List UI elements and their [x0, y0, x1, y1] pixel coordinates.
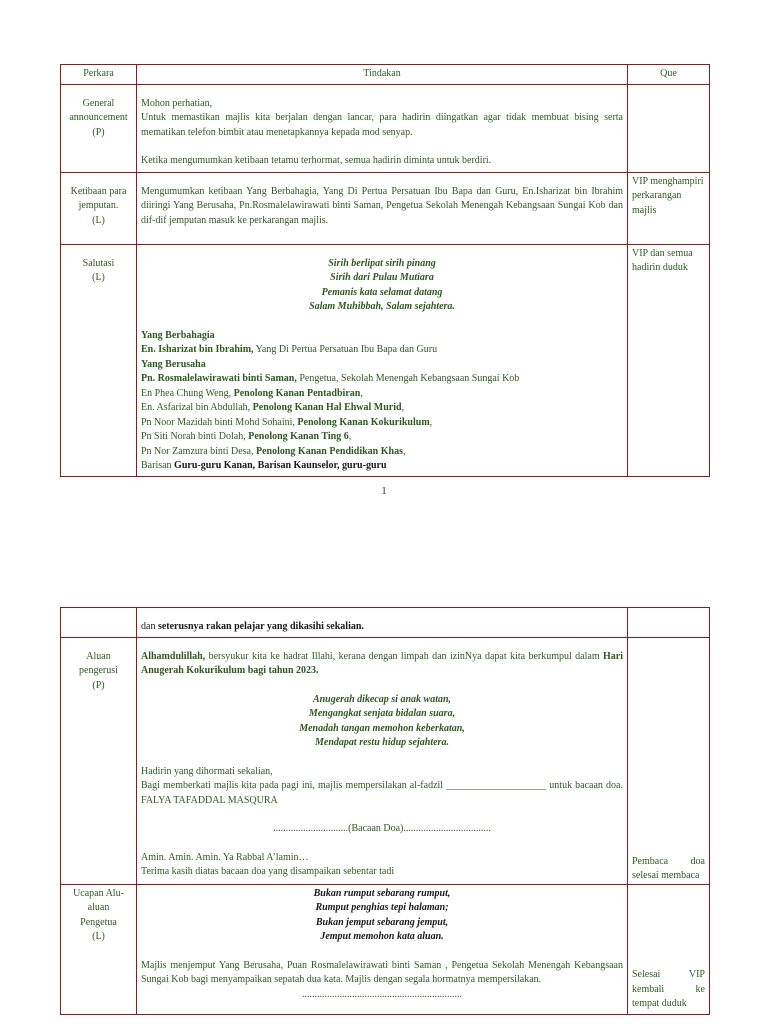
- salutation-line: [141, 343, 623, 358]
- perkara-line: (L): [92, 272, 105, 283]
- text-bold: seterusnya rakan pelajar yang dikasihi sekalian.: [157, 621, 364, 632]
- poem: [141, 887, 623, 945]
- cell-perkara-general: [61, 84, 137, 172]
- cell-que-general: [628, 84, 710, 172]
- punct: ,: [348, 431, 352, 442]
- cell-perkara-ketibaan: [61, 172, 137, 244]
- name-text: Pn Siti Norah binti Dolah,: [141, 431, 249, 442]
- perkara-line: (P): [92, 126, 105, 138]
- poem-line: Sirih dari Pulau Mutiara: [330, 272, 434, 283]
- perkara-line: aluan: [87, 902, 110, 913]
- text-bold: Alhamdulillah,: [141, 650, 206, 662]
- row-aluan-pengerusi: [61, 637, 710, 884]
- cell-tindakan-general: [137, 84, 628, 172]
- spacer: [141, 679, 623, 693]
- title-bold: Penolong Kanan Kokurikulum: [297, 416, 430, 428]
- text-line: Amin. Amin. Amin. Ya Rabbal A’lamin…: [141, 851, 309, 863]
- salutation-line: [141, 387, 623, 402]
- punct: ,: [401, 402, 405, 413]
- text-paragraph: [141, 650, 623, 679]
- salutation-line: [141, 445, 623, 460]
- spacer: [141, 315, 623, 329]
- poem-line: Menadah tangan memohon keberkatan,: [299, 722, 465, 734]
- perkara-line: General: [82, 97, 115, 109]
- spacer: [141, 751, 623, 765]
- title-bold: Guru-guru Kanan, Barisan Kaunselor, guru-guru: [174, 460, 387, 471]
- name-text: Pn Nor Zamzura binti Desa,: [141, 445, 256, 457]
- text-paragraph: Untuk memastikan majlis kita berjalan dengan lancar, para hadirin diingatkan agar tidak membuat bising serta mematikan telefon bimbit atau menetapkannya kepada mod senyap.: [141, 112, 623, 138]
- spacer: [141, 140, 623, 154]
- cell-perkara-salutasi: [61, 244, 137, 476]
- salutation-line: [141, 372, 623, 387]
- salutation-line: Yang Berbahagia: [141, 329, 215, 341]
- perkara-line: Ketibaan para: [70, 185, 127, 197]
- name-text: En Phea Chung Weng,: [141, 387, 234, 399]
- cell-tindakan-ucapan: [137, 884, 628, 1014]
- poem-line: Bukan rumput sebarang rumput,: [313, 887, 451, 899]
- schedule-table-page1: [60, 64, 710, 477]
- perkara-line: announcement: [69, 112, 128, 123]
- text-paragraph: Bagi memberkati majlis kita pada pagi ini, majlis mempersilakan al-fadzil ____________________ untuk bacaan doa. FALYA TAFADDAL MASQURA: [141, 780, 623, 806]
- poem: [141, 693, 623, 751]
- poem: [141, 257, 623, 315]
- cell-que-salutasi: VIP dan semua hadirin duduk: [628, 244, 710, 476]
- title-bold: Penolong Kanan Pentadbiran: [233, 387, 361, 399]
- cell-que-ucapan: Selesai VIP kembali ke tempat duduk: [628, 884, 710, 1014]
- poem-line: Bukan jemput sebarang jemput,: [315, 916, 449, 928]
- perkara-line: (L): [92, 214, 105, 226]
- cell-que-continuation: [628, 608, 710, 638]
- spacer: [141, 808, 623, 822]
- text-line: Terima kasih diatas bacaan doa yang disampaikan sebentar tadi: [141, 866, 395, 877]
- row-continuation: [61, 608, 710, 638]
- text-line: Hadirin yang dihormati sekalian,: [141, 765, 273, 777]
- header-tindakan: Tindakan: [137, 65, 628, 85]
- poem-line: Anugerah dikecap si anak watan,: [312, 693, 452, 705]
- poem-line: Sirih berlipat sirih pinang: [328, 257, 436, 269]
- poem-line: Mendapat restu hidup sejahtera.: [315, 737, 449, 748]
- name-text: Barisan: [141, 460, 175, 471]
- cell-tindakan-continuation: [137, 608, 628, 638]
- title-bold: Penolong Kanan Pendidikan Khas: [255, 445, 403, 457]
- poem-line: Mengangkat senjata bidalan suara,: [308, 708, 456, 719]
- cell-perkara-aluan: [61, 637, 137, 884]
- table-header-row: [61, 65, 710, 85]
- perkara-line: Pengetua: [80, 916, 117, 928]
- salutation-line: [141, 459, 623, 474]
- title-text: Pengetua, Sekolah Menengah Kebangsaan Sungai Kob: [296, 373, 520, 384]
- punct: ,: [429, 416, 433, 428]
- cell-que-ketibaan: VIP menghampiri perkarangan majlis: [628, 172, 710, 244]
- text-paragraph: Majlis menjemput Yang Berusaha, Puan Rosmalelawirawati binti Saman , Pengetua Sekolah Menengah Kebangsaan Sungai Kob bagi menyampaikan sepatah dua kata. Majlis dengan segala hormatnya mempersilakan.: [141, 959, 623, 985]
- perkara-line: Aluan: [86, 650, 111, 662]
- spacer: [141, 837, 623, 851]
- header-perkara: Perkara: [61, 65, 137, 85]
- title-bold: Penolong Kanan Ting 6: [248, 431, 349, 442]
- poem-line: Jemput memohon kata aluan.: [320, 931, 444, 942]
- cell-que-aluan: Pembaca doa selesai membaca: [628, 637, 710, 884]
- salutation-line: [141, 430, 623, 445]
- dotted-line: ................................................................: [302, 988, 462, 1000]
- cell-perkara-continuation: [61, 608, 137, 638]
- cell-tindakan-aluan: [137, 637, 628, 884]
- row-ketibaan: [61, 172, 710, 244]
- salutation-line: [141, 416, 623, 431]
- row-salutasi: [61, 244, 710, 476]
- cell-tindakan-salutasi: [137, 244, 628, 476]
- poem-line: Salam Muhibbah, Salam sejahtera.: [309, 301, 455, 312]
- name-text: En. Asfarizal bin Abdullah,: [141, 402, 253, 413]
- punct: ,: [360, 387, 363, 399]
- row-general-announcement: [61, 84, 710, 172]
- poem-line: Rumput penghias tepi halaman;: [315, 902, 449, 913]
- name-bold: Pn. Rosmalelawirawati binti Saman,: [141, 373, 297, 384]
- perkara-line: (L): [92, 931, 105, 942]
- text-bold: Hari Anugerah Kokurikulum bagi tahun 2023.: [141, 650, 623, 676]
- text-line: Mohon perhatian,: [141, 97, 213, 109]
- row-ucapan-aluan: [61, 884, 710, 1014]
- cell-tindakan-ketibaan: Mengumumkan ketibaan Yang Berbahagia, Yang Di Pertua Persatuan Ibu Bapa dan Guru, En.Isharizat bin Ibrahim diiringi Yang Berusaha, Pn.Rosmalelawirawati binti Saman, Pengetua Sekolah Menengah Kebangsaan Sungai Kob dan dif-dif jemputan masuk ke perkarangan majlis.: [137, 172, 628, 244]
- punct: ,: [402, 445, 406, 457]
- title-text: Yang Di Pertua Persatuan Ibu Bapa dan Guru: [253, 344, 438, 355]
- perkara-line: Ucapan Alu-: [73, 887, 124, 899]
- name-text: Pn Noor Mazidah binti Mohd Sohaini,: [141, 416, 298, 428]
- perkara-line: pengerusi: [79, 665, 118, 676]
- perkara-line: (P): [92, 679, 105, 691]
- salutation-line: Yang Berusaha: [141, 358, 206, 370]
- perkara-line: jemputan.: [78, 200, 119, 211]
- text-span: bersyukur kita ke hadrat Illahi, kerana dengan limpah dan izinNya dapat kita berkumpul dalam: [205, 650, 603, 662]
- bacaan-doa-line: ..............................(Bacaan Doa)...................................: [273, 823, 491, 834]
- text-line: Ketika mengumumkan ketibaan tetamu terhormat, semua hadirin diminta untuk berdiri.: [141, 155, 492, 166]
- cell-perkara-ucapan: [61, 884, 137, 1014]
- schedule-table-page2: [60, 607, 710, 1015]
- spacer: [141, 945, 623, 959]
- text-span: dan: [141, 621, 158, 632]
- page-number: 1: [381, 486, 387, 497]
- salutation-line: [141, 401, 623, 416]
- header-que: Que: [628, 65, 710, 85]
- poem-line: Pemanis kata selamat datang: [321, 286, 443, 298]
- name-bold: En. Isharizat bin Ibrahim,: [141, 344, 254, 355]
- title-bold: Penolong Kanan Hal Ehwal Murid: [252, 402, 402, 413]
- perkara-line: Salutasi: [82, 257, 115, 269]
